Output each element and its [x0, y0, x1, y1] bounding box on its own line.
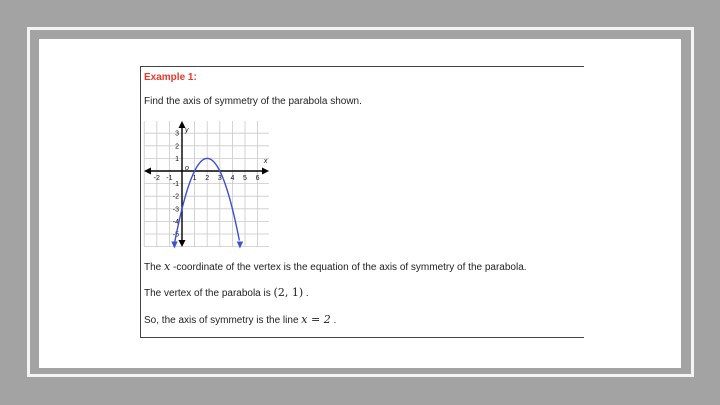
parabola-graph [141, 118, 276, 250]
x-tick-label: 6 [255, 175, 260, 182]
y-axis-arrow-down [179, 240, 186, 247]
graph-grid [144, 121, 269, 247]
origin-label: o [185, 165, 189, 172]
y-tick-label: -1 [172, 181, 179, 189]
y-tick-label: 1 [175, 155, 179, 163]
x-tick-label: -2 [153, 175, 160, 182]
x-tick-label: 4 [230, 175, 235, 182]
y-tick-label: -2 [172, 193, 179, 201]
conclusion-text: So, the axis of symmetry is the line x = 2 . [144, 313, 337, 326]
y-tick-label: -4 [172, 218, 179, 226]
y-tick-label: 3 [175, 130, 179, 138]
y-axis-label: y [185, 126, 189, 134]
y-tick-label: -5 [172, 231, 179, 239]
x-axis-label: x [263, 158, 268, 165]
vertex-value: (2, 1) [273, 286, 304, 299]
curve-arrow-left [171, 241, 177, 248]
x-tick-label: -1 [166, 175, 173, 182]
example-heading: Example 1: [144, 72, 197, 83]
x-tick-label: 5 [243, 175, 247, 182]
x-tick-label: 2 [205, 175, 210, 182]
explanation-variable: x [164, 260, 171, 273]
conclusion-equation: x = 2 [301, 313, 331, 326]
x-axis-arrow-right [262, 168, 269, 175]
y-tick-label: 2 [175, 143, 179, 151]
question-text: Find the axis of symmetry of the parabola shown. [144, 96, 362, 107]
vertex-text: The vertex of the parabola is (2, 1) . [144, 286, 309, 299]
explanation-text: The x -coordinate of the vertex is the equation of the axis of symmetry of the parabola. [144, 260, 527, 273]
x-tick-label: 3 [217, 175, 222, 182]
x-tick-label: 1 [192, 175, 197, 182]
y-tick-label: -3 [172, 206, 179, 214]
curve-arrow-right [237, 241, 243, 248]
x-axis-arrow-left [144, 168, 151, 175]
